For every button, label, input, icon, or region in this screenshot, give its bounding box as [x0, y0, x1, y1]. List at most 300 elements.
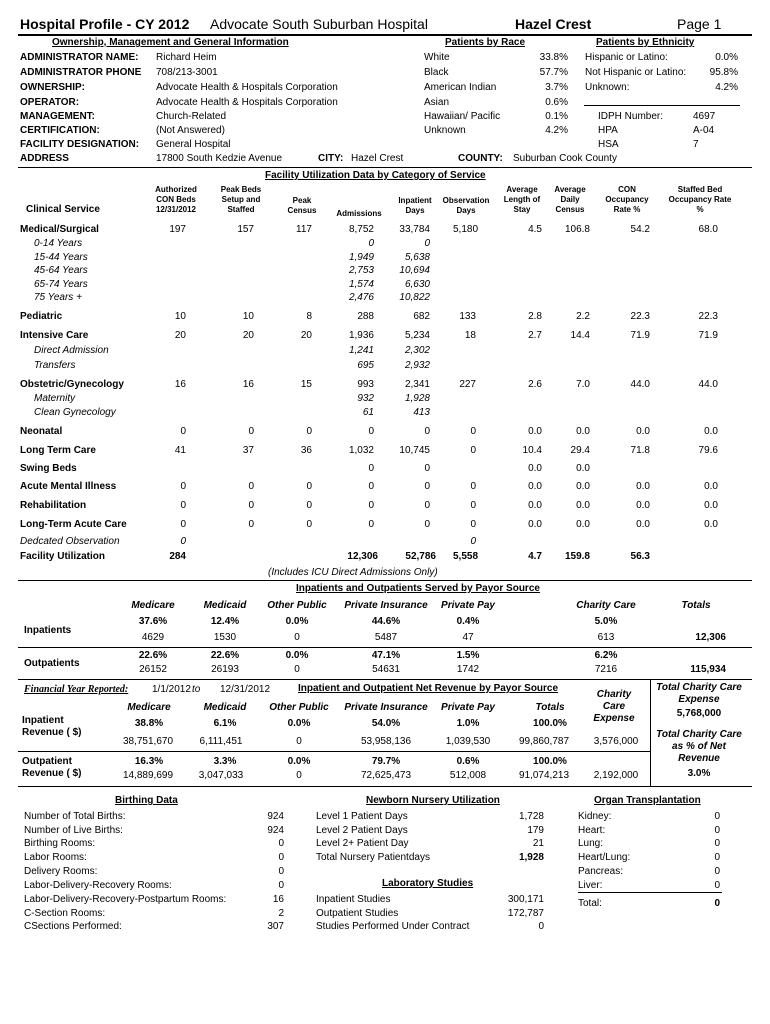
revenue-amount: 0: [296, 736, 302, 747]
race-value: 57.7%: [539, 67, 568, 78]
revenue-pct: 79.7%: [371, 756, 401, 767]
race-label: Hawaiian/ Pacific: [424, 111, 501, 122]
peak-census: 117: [296, 224, 312, 235]
inpatient-days: 682: [413, 311, 430, 322]
organ-value: 0: [714, 852, 720, 863]
race-label: Black: [424, 67, 449, 78]
authorized-beds: 10: [174, 311, 186, 322]
revenue-amount: 72,625,473: [360, 770, 412, 781]
con-occupancy: 0.0: [636, 426, 650, 437]
organ-value: 0: [714, 825, 720, 836]
lab-value: 172,787: [507, 908, 544, 919]
section-rule: [18, 786, 752, 787]
ethnicity-rule: [584, 105, 740, 106]
avg-daily-census: 7.0: [576, 379, 590, 390]
sub-admissions: 1,949: [348, 252, 374, 263]
payor-count: 0: [294, 664, 300, 675]
organ-label: Heart:: [578, 825, 606, 836]
county-label: COUNTY:: [458, 153, 503, 164]
row-label: Intensive Care: [20, 330, 89, 341]
peak-census: 0: [306, 500, 312, 511]
sub-admissions: 695: [357, 360, 374, 371]
payor-header: Private Pay: [441, 600, 495, 611]
utilization-note: (Includes ICU Direct Admissions Only): [268, 567, 438, 578]
idph-value: 4697: [693, 111, 716, 122]
charity-divider: [650, 680, 651, 786]
sub-days: 413: [413, 407, 430, 418]
avg-length-of-stay: 10.4: [522, 445, 542, 456]
newborn-value: 21: [532, 838, 544, 849]
payor-pct: 12.4%: [210, 616, 240, 627]
avg-daily-census: 0.0: [576, 500, 590, 511]
authorized-beds: 20: [174, 330, 186, 341]
row-label: Long Term Care: [20, 445, 96, 456]
con-occupancy: 71.9: [630, 330, 650, 341]
sub-days: 6,630: [404, 279, 430, 290]
birthing-value: 0: [278, 852, 284, 863]
newborn-label: Level 2 Patient Days: [316, 825, 408, 836]
ownership-value: Advocate Health & Hospitals Corporation: [156, 82, 338, 93]
avg-length-of-stay: 2.7: [528, 330, 542, 341]
hpa-label: HPA: [598, 125, 618, 136]
ownership-label: ADDRESS: [20, 153, 69, 164]
con-occupancy: 56.3: [630, 551, 650, 562]
ownership-value: 17800 South Kedzie Avenue: [156, 153, 283, 164]
revenue-amount: 91,074,213: [518, 770, 570, 781]
inpatients-label: Inpatients: [24, 625, 72, 636]
section-rule: [18, 679, 752, 680]
ownership-label: ADMINISTRATOR NAME:: [20, 52, 139, 63]
staffed-occupancy: 0.0: [704, 519, 718, 530]
revenue-header: Private Insurance: [344, 702, 428, 713]
column-header: Average Daily Census: [554, 185, 586, 214]
race-value: 33.8%: [539, 52, 568, 63]
avg-length-of-stay: 0.0: [528, 426, 542, 437]
peak-census: 15: [300, 379, 312, 390]
peak-census: 8: [306, 311, 312, 322]
ethnicity-label: Hispanic or Latino:: [585, 52, 668, 63]
ownership-value: Advocate Health & Hospitals Corporation: [156, 97, 338, 108]
revenue-pct: 0.0%: [287, 718, 311, 729]
race-label: White: [424, 52, 450, 63]
header-rule: [18, 34, 752, 36]
hsa-value: 7: [693, 139, 699, 150]
observation-days: 0: [470, 445, 476, 456]
payor-count: 4629: [141, 632, 165, 643]
payor-count: 5487: [374, 632, 398, 643]
inpatient-days: 33,784: [399, 224, 430, 235]
con-occupancy: 71.8: [630, 445, 650, 456]
peak-census: 0: [306, 519, 312, 530]
fy-to-word: to: [192, 684, 201, 695]
charity-pct-label: Total Charity Care as % of Net Revenue: [656, 729, 742, 764]
inpatient-revenue-label: Inpatient Revenue ( $): [22, 715, 82, 738]
revenue-amount: 53,958,136: [360, 736, 412, 747]
avg-length-of-stay: 2.6: [528, 379, 542, 390]
sub-days: 2,932: [404, 360, 430, 371]
revenue-amount: 3,047,033: [198, 770, 244, 781]
admissions: 288: [357, 311, 374, 322]
avg-daily-census: 2.2: [576, 311, 590, 322]
newborn-label: Total Nursery Patientdays: [316, 852, 430, 863]
clinical-service-header: Clinical Service: [26, 204, 100, 215]
payor-header: Private Insurance: [344, 600, 428, 611]
column-header: Peak Beds Setup and Staffed: [220, 185, 262, 214]
organ-total-label: Total:: [578, 898, 602, 909]
column-header: Observation Days: [442, 196, 490, 215]
observation-days: 5,180: [453, 224, 479, 235]
page-number: Page 1: [677, 16, 722, 32]
charity-pct-value: 3.0%: [687, 768, 711, 779]
ownership-label: ADMINISTRATOR PHONE: [20, 67, 142, 78]
revenue-pct: 100.0%: [533, 718, 567, 729]
payor-count: 0: [294, 632, 300, 643]
admissions: 1,936: [348, 330, 374, 341]
payor-pct: 0.4%: [456, 616, 480, 627]
staffed-occupancy: 22.3: [698, 311, 718, 322]
revenue-header: Totals: [535, 702, 565, 713]
ownership-label: FACILITY DESIGNATION:: [20, 139, 140, 150]
row-label: Obstetric/Gynecology: [20, 379, 124, 390]
birthing-label: Birthing Rooms:: [24, 838, 96, 849]
payor-count: 26193: [211, 664, 239, 675]
staffed-occupancy: 0.0: [704, 481, 718, 492]
revenue-amount: 14,889,699: [122, 770, 174, 781]
column-header: Authorized CON Beds 12/31/2012: [155, 185, 197, 214]
sub-label: Clean Gynecology: [34, 407, 116, 418]
charity-care-header: Charity Care Expense: [593, 689, 635, 724]
avg-length-of-stay: 0.0: [528, 500, 542, 511]
revenue-pct: 6.1%: [213, 718, 237, 729]
column-header: Average Length of Stay: [503, 185, 541, 214]
authorized-beds: 0: [180, 536, 186, 547]
avg-daily-census: 0.0: [576, 426, 590, 437]
observation-days: 18: [464, 330, 476, 341]
race-value: 0.6%: [545, 97, 568, 108]
avg-daily-census: 14.4: [570, 330, 590, 341]
ownership-label: MANAGEMENT:: [20, 111, 95, 122]
birthing-value: 0: [278, 838, 284, 849]
avg-daily-census: 106.8: [564, 224, 590, 235]
lab-label: Studies Performed Under Contract: [316, 921, 470, 932]
ownership-label: OWNERSHIP:: [20, 82, 85, 93]
ethnicity-value: 4.2%: [715, 82, 738, 93]
avg-daily-census: 29.4: [570, 445, 590, 456]
charity-amount: 2,192,000: [593, 770, 639, 781]
admissions: 8,752: [348, 224, 374, 235]
payor-title: Inpatients and Outpatients Served by Payor Source: [296, 583, 540, 594]
race-value: 3.7%: [545, 82, 568, 93]
lab-value: 0: [538, 921, 544, 932]
inpatient-days: 5,234: [404, 330, 430, 341]
avg-daily-census: 0.0: [576, 481, 590, 492]
observation-days: 5,558: [453, 551, 479, 562]
ownership-value: (Not Answered): [156, 125, 225, 136]
total-charity-label: Total Charity Care Expense: [656, 682, 742, 705]
outpatients-label: Outpatients: [24, 658, 80, 669]
organ-total-value: 0: [714, 898, 720, 909]
peak-beds: 0: [248, 519, 254, 530]
birthing-value: 924: [267, 811, 284, 822]
con-occupancy: 0.0: [636, 500, 650, 511]
sub-admissions: 2,753: [348, 265, 374, 276]
peak-census: 36: [300, 445, 312, 456]
payor-pct: 5.0%: [594, 616, 618, 627]
revenue-amount: 6,111,451: [199, 736, 243, 747]
row-label: Pediatric: [20, 311, 63, 322]
staffed-occupancy: 0.0: [704, 500, 718, 511]
inpatient-days: 2,341: [404, 379, 430, 390]
ownership-label: CERTIFICATION:: [20, 125, 100, 136]
organ-value: 0: [714, 811, 720, 822]
hsa-label: HSA: [598, 139, 619, 150]
con-occupancy: 0.0: [636, 481, 650, 492]
peak-beds: 0: [248, 426, 254, 437]
staffed-occupancy: 0.0: [704, 426, 718, 437]
payor-header: Charity Care: [576, 600, 636, 611]
admissions: 1,032: [348, 445, 374, 456]
header-city: Hazel Crest: [515, 16, 592, 32]
payor-header: Other Public: [267, 600, 327, 611]
financial-year-label: Financial Year Reported:: [24, 684, 129, 695]
organ-label: Kidney:: [578, 811, 612, 822]
avg-length-of-stay: 4.5: [528, 224, 542, 235]
avg-daily-census: 159.8: [564, 551, 590, 562]
revenue-pct: 54.0%: [371, 718, 401, 729]
ethnicity-label: Unknown:: [585, 82, 630, 93]
column-header: Inpatient Days: [398, 196, 432, 215]
observation-days: 0: [470, 519, 476, 530]
revenue-header: Medicaid: [203, 702, 247, 713]
birthing-label: Number of Total Births:: [24, 811, 126, 822]
sub-admissions: 932: [357, 393, 374, 404]
payor-pct: 37.6%: [138, 616, 168, 627]
staffed-occupancy: 44.0: [698, 379, 718, 390]
organ-value: 0: [714, 838, 720, 849]
row-label: Facility Utilization: [20, 551, 106, 562]
sub-days: 1,928: [404, 393, 430, 404]
authorized-beds: 16: [174, 379, 186, 390]
inpatient-days: 0: [424, 463, 430, 474]
fy-from: 1/1/2012: [152, 684, 191, 695]
observation-days: 0: [470, 536, 476, 547]
newborn-title: Newborn Nursery Utilization: [366, 795, 500, 806]
column-header: Peak Census: [287, 196, 317, 215]
city-value: Hazel Crest: [351, 153, 404, 164]
authorized-beds: 284: [169, 551, 186, 562]
sub-days: 2,302: [404, 345, 430, 356]
county-value: Suburban Cook County: [513, 153, 617, 164]
ethnicity-value: 95.8%: [709, 67, 738, 78]
inpatient-days: 0: [424, 426, 430, 437]
hospital-name: Advocate South Suburban Hospital: [210, 16, 428, 32]
payor-pct: 0.0%: [285, 616, 309, 627]
birthing-value: 307: [267, 921, 284, 932]
payor-pct: 0.0%: [285, 650, 309, 661]
peak-beds: 0: [248, 500, 254, 511]
sub-label: 75 Years +: [34, 292, 82, 303]
authorized-beds: 0: [180, 500, 186, 511]
sub-label: Transfers: [34, 360, 76, 371]
payor-pct: 47.1%: [371, 650, 401, 661]
charity-amount: 3,576,000: [593, 736, 639, 747]
birthing-label: CSections Performed:: [24, 921, 122, 932]
admissions: 993: [357, 379, 374, 390]
newborn-value: 1,728: [518, 811, 544, 822]
peak-census: 0: [306, 481, 312, 492]
ownership-value: General Hospital: [156, 139, 231, 150]
sub-label: 45-64 Years: [34, 265, 88, 276]
row-label: Rehabilitation: [20, 500, 87, 511]
inpatient-days: 0: [424, 500, 430, 511]
authorized-beds: 0: [180, 481, 186, 492]
revenue-amount: 512,008: [449, 770, 487, 781]
payor-header: Medicare: [131, 600, 175, 611]
payor-count: 54631: [372, 664, 400, 675]
payor-count: 7216: [594, 664, 618, 675]
avg-length-of-stay: 0.0: [528, 481, 542, 492]
organ-label: Liver:: [578, 880, 603, 891]
inpatient-days: 0: [424, 519, 430, 530]
revenue-pct: 0.6%: [456, 756, 480, 767]
birthing-value: 2: [278, 908, 284, 919]
organ-value: 0: [714, 880, 720, 891]
peak-beds: 157: [237, 224, 254, 235]
peak-beds: 0: [248, 481, 254, 492]
staffed-occupancy: 71.9: [698, 330, 718, 341]
column-header: Admissions: [336, 209, 382, 218]
race-label: Unknown: [424, 125, 466, 136]
staffed-occupancy: 68.0: [698, 224, 718, 235]
admissions: 0: [368, 463, 374, 474]
revenue-amount: 0: [296, 770, 302, 781]
newborn-total: 1,928: [518, 852, 544, 863]
authorized-beds: 0: [180, 519, 186, 530]
inpatient-days: 52,786: [405, 551, 436, 562]
con-occupancy: 0.0: [636, 519, 650, 530]
inpatient-days: 10,745: [399, 445, 430, 456]
revenue-header: Medicare: [127, 702, 171, 713]
sub-days: 5,638: [404, 252, 430, 263]
revenue-row-rule: [18, 751, 650, 752]
row-label: Acute Mental Illness: [20, 481, 117, 492]
newborn-label: Level 1 Patient Days: [316, 811, 408, 822]
peak-beds: 10: [242, 311, 254, 322]
idph-label: IDPH Number:: [598, 111, 664, 122]
inpatient-days: 0: [424, 481, 430, 492]
sub-label: 0-14 Years: [34, 238, 83, 249]
lab-title: Laboratory Studies: [382, 878, 474, 889]
observation-days: 0: [470, 481, 476, 492]
organ-label: Pancreas:: [578, 866, 624, 877]
revenue-pct: 100.0%: [533, 756, 567, 767]
newborn-value: 179: [527, 825, 544, 836]
revenue-pct: 38.8%: [134, 718, 164, 729]
organ-label: Heart/Lung:: [578, 852, 631, 863]
race-label: Asian: [424, 97, 450, 108]
ethnicity-value: 0.0%: [715, 52, 738, 63]
hpa-value: A-04: [693, 125, 715, 136]
payor-pct: 1.5%: [456, 650, 480, 661]
lab-label: Outpatient Studies: [316, 908, 399, 919]
staffed-occupancy: 79.6: [698, 445, 718, 456]
authorized-beds: 197: [169, 224, 186, 235]
total-charity-value: 5,768,000: [676, 708, 722, 719]
organ-total-rule: [578, 892, 722, 893]
revenue-header: Private Pay: [441, 702, 495, 713]
birthing-label: Labor Rooms:: [24, 852, 87, 863]
ownership-value: 708/213-3001: [156, 67, 218, 78]
revenue-amount: 1,039,530: [445, 736, 491, 747]
con-occupancy: 54.2: [630, 224, 650, 235]
organ-value: 0: [714, 866, 720, 877]
fy-to: 12/31/2012: [220, 684, 271, 695]
payor-total: 115,934: [690, 664, 726, 675]
sub-admissions: 2,476: [348, 292, 374, 303]
outpatient-revenue-label: Outpatient Revenue ( $): [22, 756, 82, 779]
ownership-label: OPERATOR:: [20, 97, 80, 108]
race-title: Patients by Race: [445, 37, 526, 48]
birthing-label: Labor-Delivery-Recovery-Postpartum Rooms:: [24, 894, 227, 905]
avg-length-of-stay: 0.0: [528, 519, 542, 530]
payor-header: Totals: [681, 600, 711, 611]
observation-days: 133: [459, 311, 476, 322]
row-label: Neonatal: [20, 426, 63, 437]
revenue-pct: 3.3%: [213, 756, 237, 767]
organ-title: Organ Transplantation: [594, 795, 701, 806]
payor-count: 1742: [456, 664, 480, 675]
observation-days: 227: [459, 379, 476, 390]
sub-days: 0: [424, 238, 430, 249]
row-label: Dedcated Observation: [20, 536, 120, 547]
utilization-title: Facility Utilization Data by Category of Service: [265, 170, 486, 181]
revenue-header: Other Public: [269, 702, 329, 713]
birthing-value: 0: [278, 866, 284, 877]
race-value: 0.1%: [545, 111, 568, 122]
birthing-value: 924: [267, 825, 284, 836]
birthing-label: Labor-Delivery-Recovery Rooms:: [24, 880, 172, 891]
sub-label: 65-74 Years: [34, 279, 88, 290]
row-label: Long-Term Acute Care: [20, 519, 127, 530]
column-header: Staffed Bed Occupancy Rate %: [668, 185, 732, 214]
sub-label: Maternity: [34, 393, 76, 404]
payor-row-rule: [18, 647, 752, 648]
sub-admissions: 0: [368, 238, 374, 249]
avg-length-of-stay: 4.7: [528, 551, 542, 562]
avg-length-of-stay: 0.0: [528, 463, 542, 474]
avg-length-of-stay: 2.8: [528, 311, 542, 322]
payor-count: 1530: [213, 632, 237, 643]
observation-days: 0: [470, 500, 476, 511]
con-occupancy: 22.3: [630, 311, 650, 322]
row-label: Swing Beds: [20, 463, 77, 474]
organ-label: Lung:: [578, 838, 604, 849]
payor-pct: 22.6%: [210, 650, 240, 661]
payor-pct: 44.6%: [371, 616, 401, 627]
birthing-label: C-Section Rooms:: [24, 908, 106, 919]
payor-count: 613: [597, 632, 615, 643]
sub-days: 10,822: [399, 292, 430, 303]
authorized-beds: 41: [174, 445, 186, 456]
lab-value: 300,171: [507, 894, 544, 905]
revenue-pct: 0.0%: [287, 756, 311, 767]
authorized-beds: 0: [180, 426, 186, 437]
avg-daily-census: 0.0: [576, 463, 590, 474]
section-rule: [18, 580, 752, 581]
admissions: 0: [368, 481, 374, 492]
admissions: 0: [368, 426, 374, 437]
ethnicity-title: Patients by Ethnicity: [596, 37, 695, 48]
